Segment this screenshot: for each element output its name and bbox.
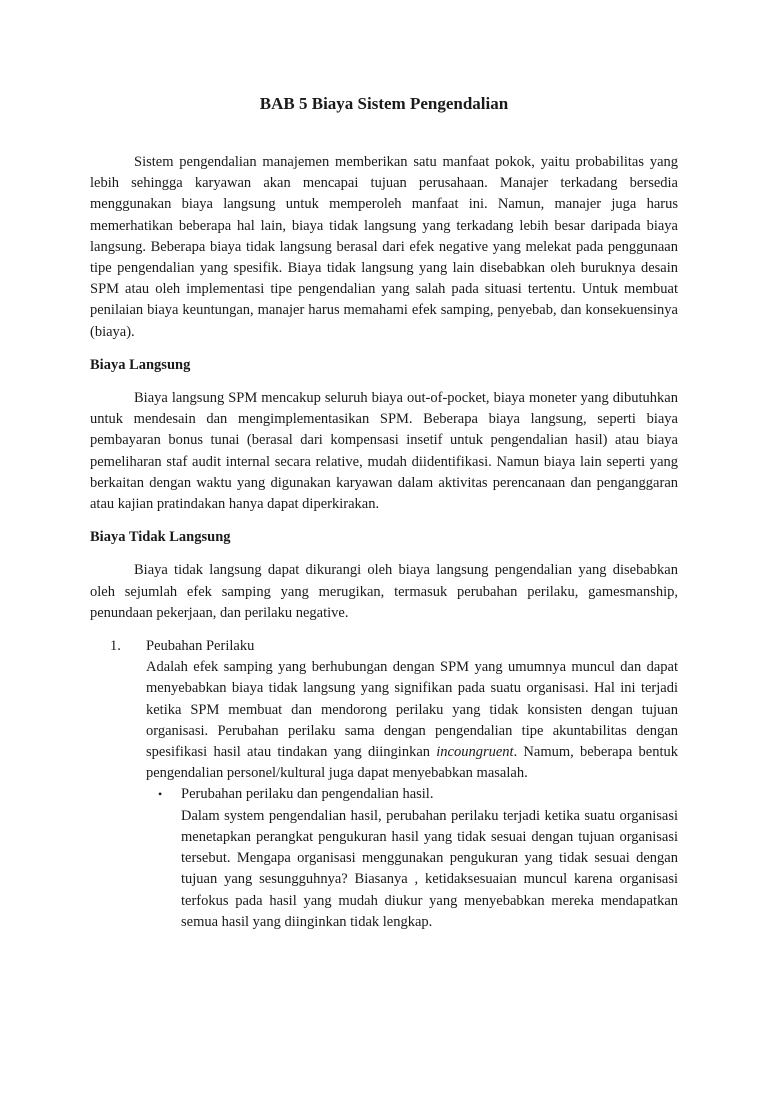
numbered-list	[90, 636, 678, 933]
biaya-tidak-langsung-paragraph: Biaya tidak langsung dapat dikurangi oleh biaya langsung pengendalian yang disebabkan oleh sejumlah efek samping yang merugikan, termasuk perubahan perilaku, gamesmanship, penundaan pekerjaan, dan perilaku negative.	[90, 562, 678, 621]
bullet-item	[146, 784, 678, 932]
list-item-body-text-end: . Namum, beberapa bentuk pengendalian personel/kultural juga dapat menyebabkan masalah.	[146, 744, 678, 782]
list-item-title: Peubahan Perilaku	[146, 638, 255, 655]
list-item-body	[146, 657, 678, 784]
list-item	[90, 636, 678, 933]
list-item-body-text: Adalah efek samping yang berhubungan dengan SPM yang umumnya muncul dan dapat menyebabkan biaya tidak langsung yang signifikan pada suatu organisasi. Hal ini terjadi ketika SPM membuat dan mendorong perilaku yang tidak konsisten dengan tujuan organisasi. Perubahan perilaku sama dengan pengendalian tipe akuntabilitas dengan spesifikasi hasil atau tindakan yang diinginkan	[146, 659, 678, 761]
document-page	[0, 93, 768, 1117]
page-title: BAB 5 Biaya Sistem Pengendalian	[259, 94, 509, 113]
bullet-icon: •	[158, 787, 163, 802]
italic-term: incoungruent	[436, 744, 514, 761]
list-number: 1.	[110, 638, 121, 655]
biaya-langsung-paragraph: Biaya langsung SPM mencakup seluruh biaya out-of-pocket, biaya moneter yang dibutuhkan untuk mendesain dan mengimplementasikan SPM. Beberapa biaya langsung, seperti biaya pembayaran bonus tunai (berasal dari kompensasi insetif untuk pengendalian hasil) atau biaya pemeliharan staf audit internal secara relative, mudah diidentifikasi. Namun biaya lain seperti yang berkaitan dengan waktu yang digunakan karyawan dalam aktivitas perencanaan dan penganggaran atau kajian pratindakan hanya dapat diperkirakan.	[90, 390, 678, 513]
heading-biaya-langsung: Biaya Langsung	[90, 356, 191, 373]
bullet-item-body: Dalam system pengendalian hasil, perubahan perilaku terjadi ketika suatu organisasi menetapkan perangkat pengukuran hasil yang tidak sesuai dengan tujuan organisasi tersebut. Mengapa organisasi menggunakan pengukuran yang tidak sesuai dengan tujuan yang sesungguhnya? Biasanya , ketidaksesuaian muncul karena organisasi terfokus pada hasil yang mudah diukur yang menyebabkan mereka mendapatkan semua hasil yang diinginkan tidak lengkap.	[181, 807, 678, 930]
heading-biaya-tidak-langsung: Biaya Tidak Langsung	[90, 529, 231, 546]
bullet-list	[146, 784, 678, 932]
intro-paragraph: Sistem pengendalian manajemen memberikan satu manfaat pokok, yaitu probabilitas yang lebih sehingga karyawan akan mencapai tujuan perusahaan. Manajer terkadang bersedia menggunakan biaya langsung untuk memperoleh manfaat ini. Namun, manajer juga harus memerhatikan beberapa hal lain, biaya tidak langsung yang terkadang lebih besar daripada biaya langsung. Beberapa biaya tidak langsung berasal dari efek negative yang melekat pada penggunaan tipe pengendalian yang spesifik. Biaya tidak langsung yang lain disebabkan oleh buruknya desain SPM atau oleh implementasi tipe pengendalian yang salah pada situasi tertentu. Untuk membuat penilaian biaya keuntungan, manajer harus memahami efek samping, penyebab, dan konsekuensinya (biaya).	[90, 154, 678, 340]
bullet-item-title: Perubahan perilaku dan pengendalian hasil.	[181, 786, 434, 803]
